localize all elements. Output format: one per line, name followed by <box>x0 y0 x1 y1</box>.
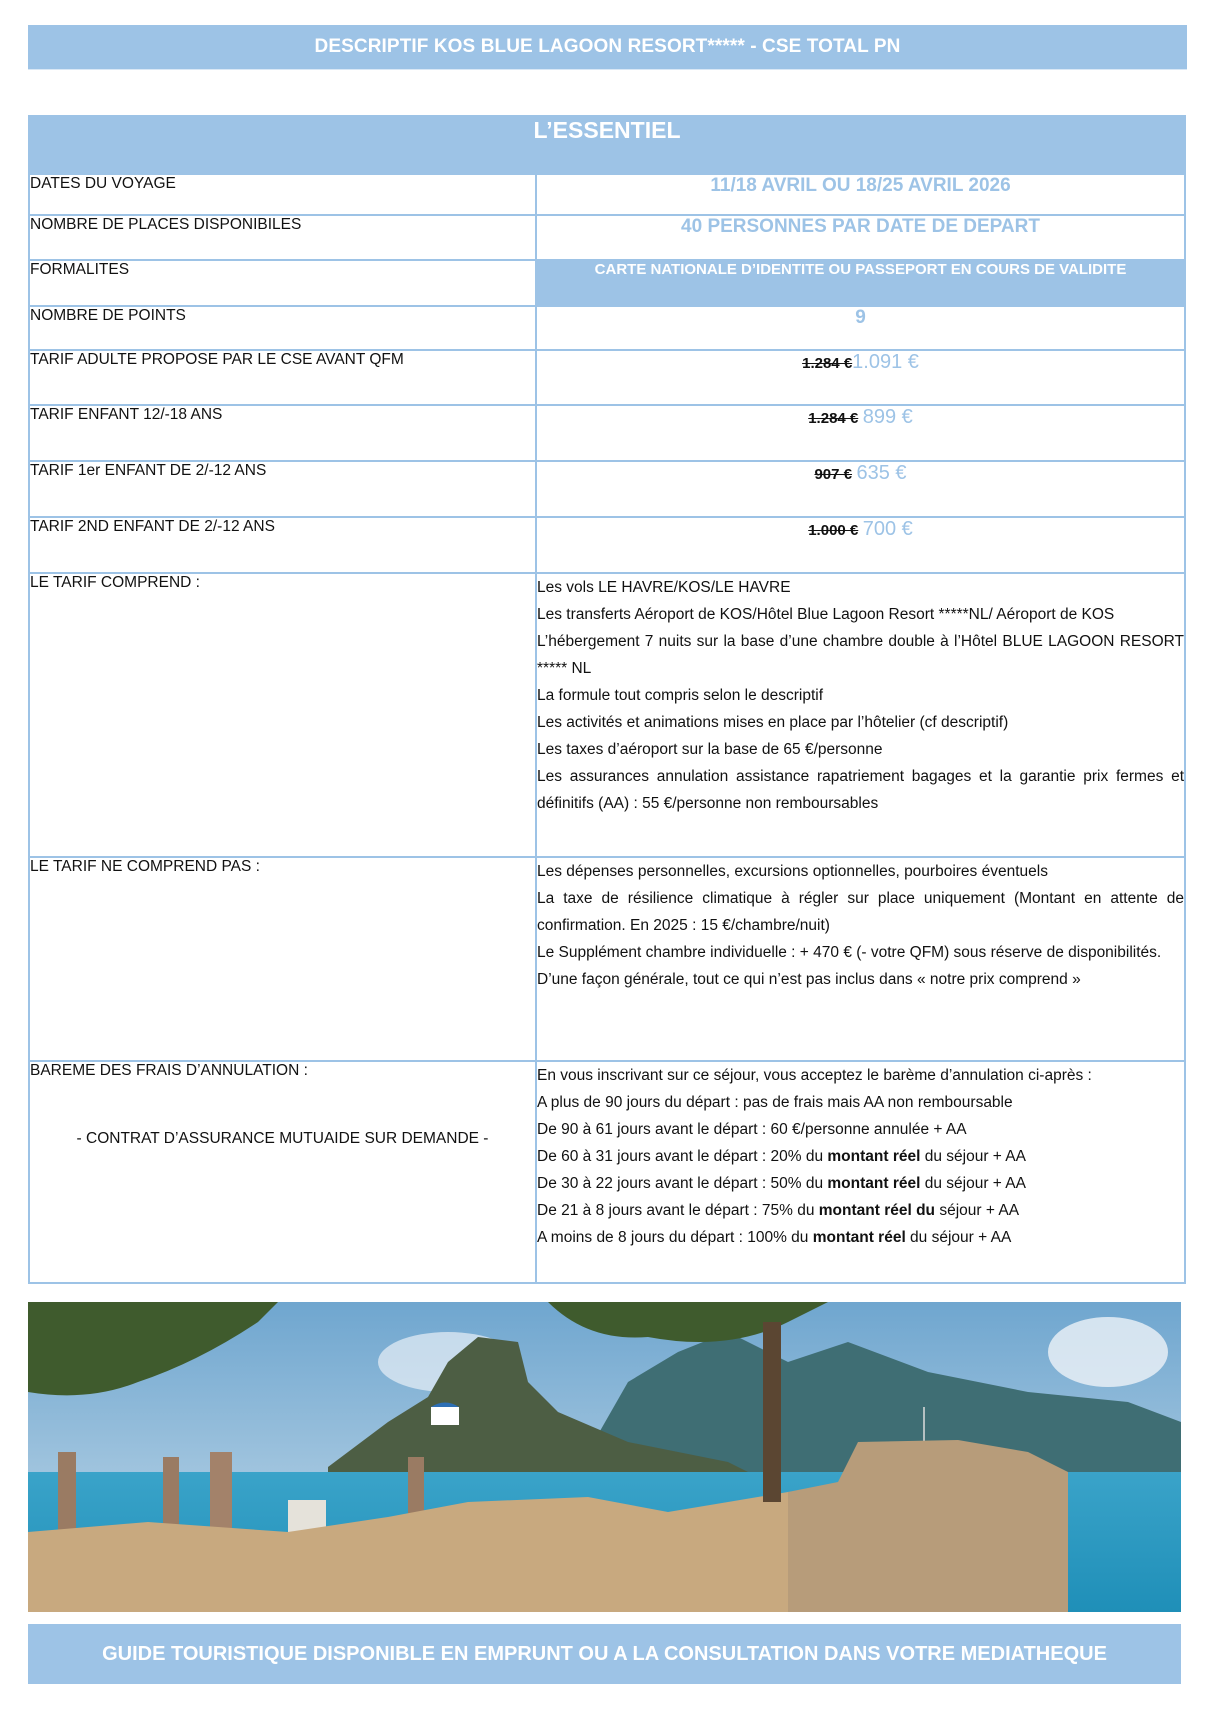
list-item <box>537 1224 1184 1251</box>
row-value-tarif-2nd-enfant <box>536 517 1185 573</box>
landscape-illustration <box>28 1302 1181 1612</box>
kos-landscape-photo <box>28 1302 1181 1612</box>
annulation-label: BAREME DES FRAIS D’ANNULATION : <box>30 1062 308 1079</box>
table-row <box>29 174 1185 215</box>
list-item: Les activités et animations mises en place par l’hôtelier (cf descriptif) <box>537 714 1009 731</box>
old-price: 1.284 € <box>802 355 853 372</box>
row-label-places: NOMBRE DE PLACES DISPONIBILES <box>29 215 536 260</box>
footer-banner <box>28 1624 1181 1684</box>
item-text: du séjour + AA <box>920 1175 1026 1192</box>
table-row <box>29 350 1185 405</box>
table-row <box>29 260 1185 306</box>
list-item: D’une façon générale, tout ce qui n’est pas inclus dans « notre prix comprend » <box>537 971 1081 988</box>
row-label-comprend: LE TARIF COMPREND : <box>29 573 536 857</box>
old-price: 907 € <box>814 466 853 483</box>
list-item: En vous inscrivant sur ce séjour, vous acceptez le barème d’annulation ci-après : <box>537 1067 1092 1084</box>
item-text: De 21 à 8 jours avant le départ : 75% du <box>537 1202 819 1219</box>
footer-text: GUIDE TOURISTIQUE DISPONIBLE EN EMPRUNT OU A LA CONSULTATION DANS VOTRE MEDIATHEQUE <box>102 1642 1107 1665</box>
list-item <box>537 1197 1184 1224</box>
row-label-points: NOMBRE DE POINTS <box>29 306 536 350</box>
item-bold-text: montant réel du <box>818 1202 936 1219</box>
row-label-formalites: FORMALITES <box>29 260 536 306</box>
row-value-tarif-1er-enfant <box>536 461 1185 517</box>
list-item: De 90 à 61 jours avant le départ : 60 €/personne annulée + AA <box>537 1121 967 1138</box>
table-row <box>29 461 1185 517</box>
item-text: De 30 à 22 jours avant le départ : 50% du <box>537 1175 828 1192</box>
table-row <box>29 857 1185 1061</box>
list-item <box>537 1170 1184 1197</box>
list-item: Les dépenses personnelles, excursions optionnelles, pourboires éventuels <box>537 863 1048 880</box>
table-row <box>29 517 1185 573</box>
list-item: L’hébergement 7 nuits sur la base d’une chambre double à l’Hôtel BLUE LAGOON RESORT ***** NL <box>537 633 1185 677</box>
list-item: Le Supplément chambre individuelle : + 470 € (- votre QFM) sous réserve de disponibilités. <box>537 944 1162 961</box>
old-price: 1.000 € <box>808 522 859 539</box>
list-item: La taxe de résilience climatique à régler sur place uniquement (Montant en attente de confirmation. En 2025 : 15 €/chambre/nuit) <box>537 890 1185 934</box>
document-title <box>28 25 1187 70</box>
item-bold-text: montant réel <box>827 1175 921 1192</box>
row-value-points: 9 <box>536 306 1185 350</box>
row-label-dates: DATES DU VOYAGE <box>29 174 536 215</box>
list-item: Les vols LE HAVRE/KOS/LE HAVRE <box>537 579 791 596</box>
section-title: L’ESSENTIEL <box>29 116 1185 174</box>
table-header-row <box>29 116 1185 174</box>
row-value-formalites: CARTE NATIONALE D’IDENTITE OU PASSEPORT EN COURS DE VALIDITE <box>536 260 1185 306</box>
new-price: 899 € <box>862 406 913 428</box>
row-value-tarif-enfant-12-18 <box>536 405 1185 461</box>
new-price: 1.091 € <box>852 351 919 373</box>
new-price: 635 € <box>856 462 907 484</box>
list-item: A plus de 90 jours du départ : pas de frais mais AA non remboursable <box>537 1094 1013 1111</box>
excluded-list <box>536 857 1185 1061</box>
insurance-note: - CONTRAT D’ASSURANCE MUTUAIDE SUR DEMANDE - <box>76 1130 489 1147</box>
table-row <box>29 405 1185 461</box>
row-value-tarif-adulte <box>536 350 1185 405</box>
list-item: La formule tout compris selon le descriptif <box>537 687 824 704</box>
row-label-tarif-enfant-12-18: TARIF ENFANT 12/-18 ANS <box>29 405 536 461</box>
essentials-table <box>28 115 1186 1284</box>
old-price: 1.284 € <box>808 410 859 427</box>
item-text: du séjour + AA <box>905 1229 1012 1246</box>
row-label-tarif-1er-enfant: TARIF 1er ENFANT DE 2/-12 ANS <box>29 461 536 517</box>
item-text: du séjour + AA <box>920 1148 1026 1165</box>
table-row <box>29 215 1185 260</box>
row-value-dates: 11/18 AVRIL OU 18/25 AVRIL 2026 <box>536 174 1185 215</box>
row-label-ne-comprend-pas: LE TARIF NE COMPREND PAS : <box>29 857 536 1061</box>
item-text: A moins de 8 jours du départ : 100% du <box>537 1229 813 1246</box>
row-label-tarif-adulte: TARIF ADULTE PROPOSE PAR LE CSE AVANT QFM <box>29 350 536 405</box>
list-item: Les taxes d’aéroport sur la base de 65 €/personne <box>537 741 883 758</box>
list-item: Les assurances annulation assistance rapatriement bagages et la garantie prix fermes et définitifs (AA) : 55 €/personne non remboursables <box>537 768 1185 812</box>
row-value-places: 40 PERSONNES PAR DATE DE DEPART <box>536 215 1185 260</box>
row-label-tarif-2nd-enfant: TARIF 2ND ENFANT DE 2/-12 ANS <box>29 517 536 573</box>
table-row <box>29 573 1185 857</box>
new-price: 700 € <box>862 518 913 540</box>
item-bold-text: montant réel <box>812 1229 906 1246</box>
list-item: Les transferts Aéroport de KOS/Hôtel Blue Lagoon Resort *****NL/ Aéroport de KOS <box>537 606 1115 623</box>
item-text: séjour + AA <box>935 1202 1020 1219</box>
row-label-annulation <box>29 1061 536 1283</box>
table-row <box>29 306 1185 350</box>
item-text: De 60 à 31 jours avant le départ : 20% du <box>537 1148 828 1165</box>
item-bold-text: montant réel <box>827 1148 921 1165</box>
list-item <box>537 1143 1184 1170</box>
included-list <box>536 573 1185 857</box>
table-row <box>29 1061 1185 1283</box>
document-title-text: DESCRIPTIF KOS BLUE LAGOON RESORT***** - CSE TOTAL PN <box>314 36 901 57</box>
cancellation-schedule <box>536 1061 1185 1283</box>
